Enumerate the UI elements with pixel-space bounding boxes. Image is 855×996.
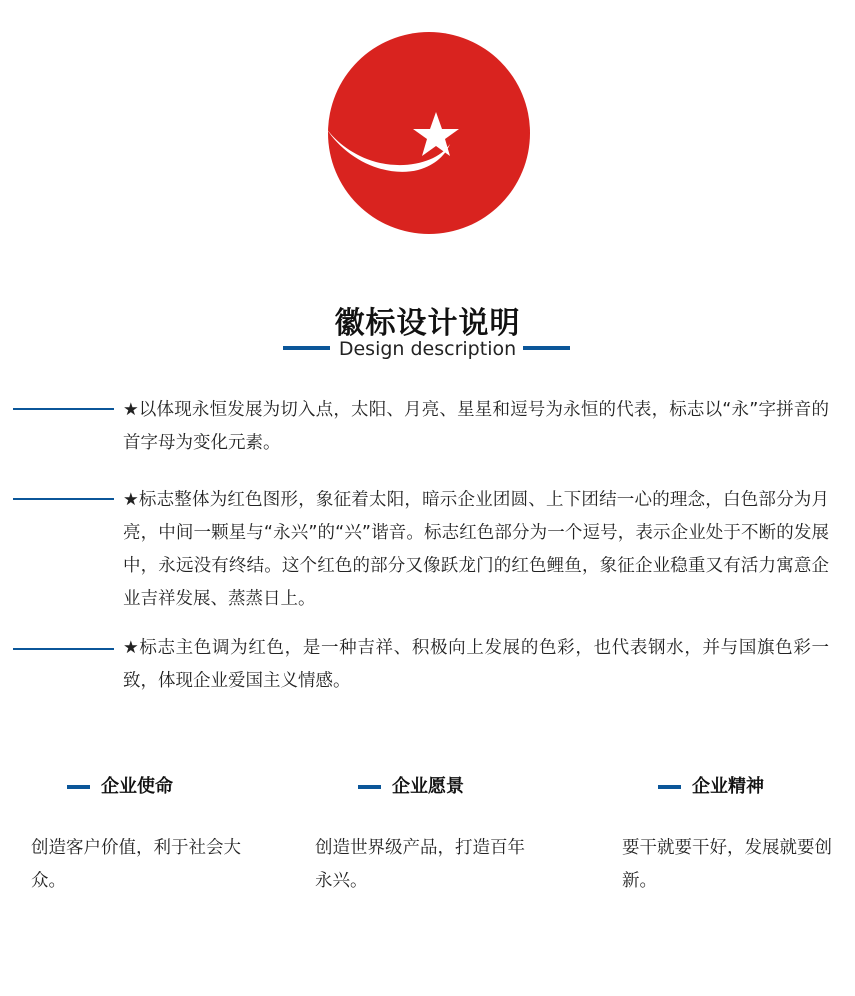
heading-bar bbox=[358, 785, 381, 789]
column-heading bbox=[358, 772, 598, 802]
column-text: 创造世界级产品，打造百年永兴。 bbox=[315, 838, 525, 891]
column-heading bbox=[658, 772, 855, 802]
page-subtitle: Design description bbox=[338, 338, 517, 360]
paragraph-text: ★标志主色调为红色，是一种吉祥、积极向上发展的色彩，也代表钢水，并与国旗色彩一致，体现企业爱国主义情感。 bbox=[123, 638, 829, 691]
column-text: 创造客户价值，利于社会大众。 bbox=[31, 838, 241, 891]
heading-label: 企业愿景 bbox=[392, 776, 464, 797]
paragraph-text: ★标志整体为红色图形，象征着太阳，暗示企业团圆、上下团结一心的理念，白色部分为月亮，中间一颗星与“永兴”的“兴”谐音。标志红色部分为一个逗号，表示企业处于不断的发展中，永远没有终结。这个红色的部分又像跃龙门的红色鲤鱼，象征企业稳重又有活力寓意企业吉祥发展、蒸蒸日上。 bbox=[123, 490, 829, 609]
column-text: 要干就要干好，发展就要创新。 bbox=[622, 838, 832, 891]
paragraph-rule bbox=[13, 648, 114, 650]
subtitle-right-rule bbox=[523, 346, 570, 350]
heading-bar bbox=[658, 785, 681, 789]
paragraph-text: ★以体现永恒发展为切入点，太阳、月亮、星星和逗号为永恒的代表，标志以“永”字拼音的首字母为变化元素。 bbox=[123, 400, 829, 453]
logo-emblem bbox=[326, 30, 532, 236]
page-title: 徽标设计说明 bbox=[334, 306, 521, 341]
paragraph-rule bbox=[13, 408, 114, 410]
heading-label: 企业精神 bbox=[692, 776, 764, 797]
company-logo bbox=[326, 30, 532, 236]
paragraph-rule bbox=[13, 498, 114, 500]
heading-label: 企业使命 bbox=[101, 776, 173, 797]
subtitle-row bbox=[0, 337, 855, 361]
